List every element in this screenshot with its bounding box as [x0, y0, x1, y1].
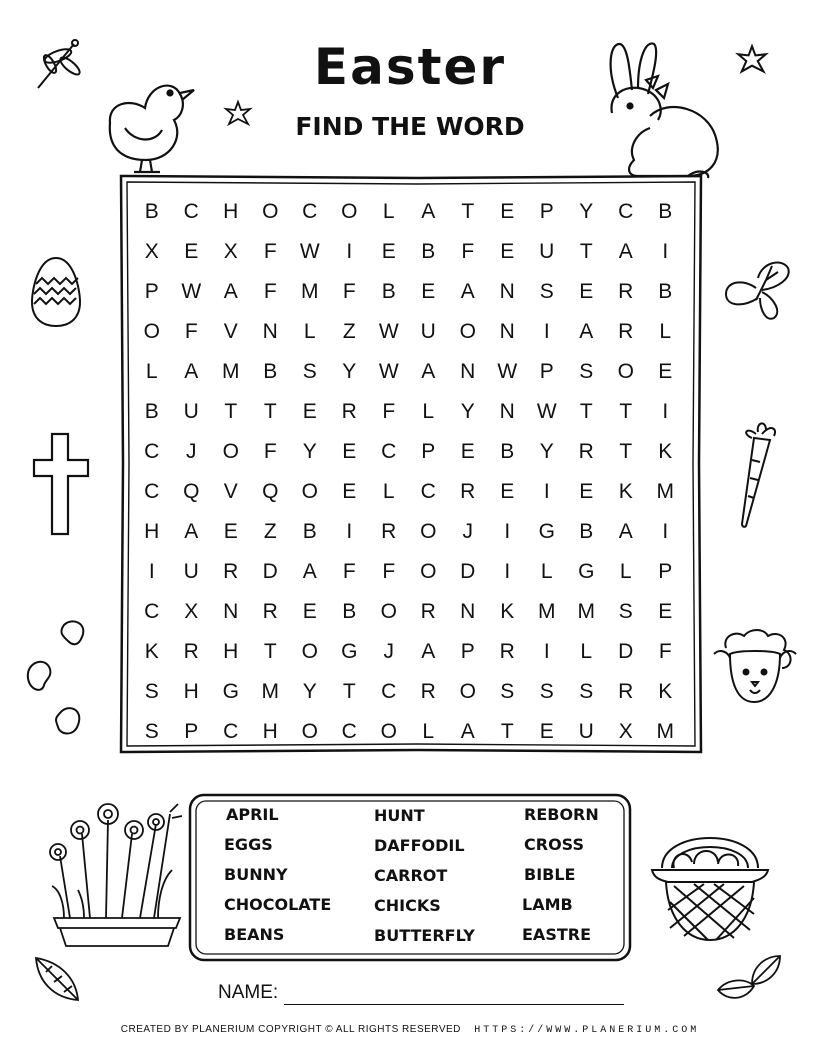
grid-letter[interactable]: N [262, 320, 278, 343]
grid-letter[interactable]: J [186, 440, 197, 463]
grid-letter[interactable]: R [460, 480, 476, 503]
grid-letter[interactable]: C [381, 680, 397, 703]
grid-letter[interactable]: E [500, 480, 515, 503]
grid-letter[interactable]: R [578, 440, 594, 463]
grid-letter[interactable]: A [618, 240, 633, 263]
grid-letter[interactable]: W [299, 240, 320, 263]
grid-letter[interactable]: E [658, 360, 673, 383]
grid-letter[interactable]: I [662, 520, 669, 543]
word-item: CROSS [524, 835, 584, 854]
grid-letter[interactable]: L [619, 560, 632, 583]
grid-letter[interactable]: P [421, 440, 436, 463]
grid-letter[interactable]: P [184, 720, 199, 743]
grid-letter[interactable]: N [499, 280, 515, 303]
grid-letter[interactable]: F [342, 560, 356, 583]
grid-letter[interactable]: D [460, 560, 476, 583]
grid-letter[interactable]: T [619, 400, 633, 423]
grid-letter[interactable]: P [144, 280, 159, 303]
grid-letter[interactable]: Y [539, 440, 554, 463]
grid-letter[interactable]: O [301, 640, 318, 663]
grid-letter[interactable]: R [262, 600, 278, 623]
grid-letter[interactable]: C [302, 200, 318, 223]
grid-letter[interactable]: G [222, 680, 239, 703]
grid-letter[interactable]: Z [263, 520, 277, 543]
footer-url[interactable]: HTTPS://WWW.PLANERIUM.COM [474, 1025, 700, 1036]
grid-letter[interactable]: S [539, 680, 554, 703]
grid-letter[interactable]: O [459, 320, 476, 343]
grid-letter[interactable]: S [579, 360, 594, 383]
grid-row [132, 632, 686, 672]
grid-letter[interactable]: C [144, 600, 160, 623]
grid-letter[interactable]: U [420, 320, 436, 343]
grid-letter[interactable]: H [183, 680, 199, 703]
grid-letter[interactable]: R [223, 560, 239, 583]
grid-letter[interactable]: R [618, 680, 634, 703]
grid-letter[interactable]: C [144, 480, 160, 503]
grid-letter[interactable]: F [263, 240, 277, 263]
grid-letter[interactable]: E [381, 240, 396, 263]
grid-letter[interactable]: F [461, 240, 475, 263]
grid-letter[interactable]: O [420, 520, 437, 543]
grid-letter[interactable]: I [504, 520, 511, 543]
grid-letter[interactable]: Y [302, 440, 317, 463]
page-title: Easter [313, 38, 507, 96]
grid-letter[interactable]: C [183, 200, 199, 223]
grid-letter[interactable]: A [579, 320, 594, 343]
grid-letter[interactable]: Y [342, 360, 357, 383]
grid-letter[interactable]: R [420, 600, 436, 623]
grid-letter[interactable]: F [184, 320, 198, 343]
star-icon [736, 44, 768, 76]
grid-letter[interactable]: E [500, 200, 515, 223]
grid-letter[interactable]: P [658, 560, 673, 583]
grid-letter[interactable]: R [381, 520, 397, 543]
grid-row [132, 352, 686, 392]
word-item: DAFFODIL [374, 836, 465, 855]
grid-letter[interactable]: A [421, 640, 436, 663]
grid-letter[interactable]: S [579, 680, 594, 703]
grid-row [132, 192, 686, 232]
grid-letter[interactable]: L [303, 320, 316, 343]
butterfly-icon [722, 258, 794, 324]
grid-letter[interactable]: O [420, 560, 437, 583]
egg-basket-icon [648, 818, 772, 946]
grid-letter[interactable]: H [223, 200, 239, 223]
grid-letter[interactable]: F [658, 640, 672, 663]
grid-letter[interactable]: B [263, 360, 278, 383]
grid-letter[interactable]: O [143, 320, 160, 343]
grid-letter[interactable]: O [380, 720, 397, 743]
grid-letter[interactable]: M [538, 600, 556, 623]
grid-letter[interactable]: G [538, 520, 555, 543]
grid-letter[interactable]: L [382, 200, 395, 223]
grid-letter[interactable]: T [461, 200, 475, 223]
grid-letter[interactable]: K [144, 640, 159, 663]
word-item: EGGS [224, 835, 273, 854]
grid-letter[interactable]: M [656, 480, 674, 503]
grid-letter[interactable]: I [504, 560, 511, 583]
grid-letter[interactable]: W [181, 280, 202, 303]
grid-letter[interactable]: U [578, 720, 594, 743]
grid-letter[interactable]: N [460, 600, 476, 623]
grid-letter[interactable]: R [618, 280, 634, 303]
grid-letter[interactable]: B [500, 440, 515, 463]
grid-letter[interactable]: C [420, 480, 436, 503]
leaf-icon [716, 976, 756, 1006]
grid-row [132, 672, 686, 712]
grid-letter[interactable]: F [263, 280, 277, 303]
grid-letter[interactable]: H [262, 720, 278, 743]
grid-letter[interactable]: O [301, 720, 318, 743]
grid-letter[interactable]: F [263, 440, 277, 463]
grid-letter[interactable]: E [539, 720, 554, 743]
grid-letter[interactable]: O [459, 680, 476, 703]
grid-letter[interactable]: K [658, 440, 673, 463]
grid-letter[interactable]: C [144, 440, 160, 463]
footer-credit: CREATED BY PLANERIUM COPYRIGHT © ALL RIGHTS RESERVED [120, 1024, 461, 1035]
grid-letter[interactable]: D [618, 640, 634, 663]
grid-letter[interactable]: X [223, 240, 238, 263]
grid-letter[interactable]: C [618, 200, 634, 223]
grid-row [132, 472, 686, 512]
word-item: CHICKS [374, 896, 441, 915]
grid-letter[interactable]: C [341, 720, 357, 743]
grid-letter[interactable]: S [302, 360, 317, 383]
word-item: CARROT [374, 866, 448, 885]
grid-letter[interactable]: K [618, 480, 633, 503]
grid-letter[interactable]: I [543, 480, 550, 503]
grid-letter[interactable]: B [144, 400, 159, 423]
grid-letter[interactable]: L [422, 720, 435, 743]
grid-letter[interactable]: M [222, 360, 240, 383]
grid-letter[interactable]: A [223, 280, 238, 303]
grid-letter[interactable]: I [662, 240, 669, 263]
grid-letter[interactable]: Q [183, 480, 200, 503]
grid-letter[interactable]: B [421, 240, 436, 263]
dragonfly-icon [28, 38, 88, 98]
grid-row [132, 272, 686, 312]
grid-letter[interactable]: T [579, 400, 593, 423]
grid-letter[interactable]: T [263, 400, 277, 423]
grid-letter[interactable]: X [184, 600, 199, 623]
grid-letter[interactable]: C [223, 720, 239, 743]
grid-letter[interactable]: S [500, 680, 515, 703]
grid-letter[interactable]: B [658, 280, 673, 303]
grid-letter[interactable]: Z [342, 320, 356, 343]
grid-letter[interactable]: O [380, 600, 397, 623]
grid-letter[interactable]: I [543, 320, 550, 343]
grid-row [132, 312, 686, 352]
grid-letter[interactable]: X [144, 240, 159, 263]
grid-letter[interactable]: G [341, 640, 358, 663]
grid-letter[interactable]: F [342, 280, 356, 303]
grid-letter[interactable]: B [342, 600, 357, 623]
grid-letter[interactable]: A [302, 560, 317, 583]
grid-letter[interactable]: O [341, 200, 358, 223]
grid-letter[interactable]: T [579, 240, 593, 263]
grid-letter[interactable]: E [500, 240, 515, 263]
word-list [190, 795, 630, 960]
bunny-icon [598, 38, 728, 183]
grid-letter[interactable]: E [658, 600, 673, 623]
grid-letter[interactable]: E [460, 440, 475, 463]
word-item: BUNNY [224, 865, 288, 884]
grid-letter[interactable]: A [618, 520, 633, 543]
grid-letter[interactable]: P [460, 640, 475, 663]
grid-letter[interactable]: R [618, 320, 634, 343]
word-item: APRIL [226, 805, 279, 824]
grid-letter[interactable]: O [301, 480, 318, 503]
grid-letter[interactable]: A [421, 200, 436, 223]
word-item: EASTRE [522, 925, 591, 944]
grid-letter[interactable]: W [536, 400, 557, 423]
grid-letter[interactable]: W [378, 320, 399, 343]
grid-letter[interactable]: H [223, 640, 239, 663]
grid-letter[interactable]: E [184, 240, 199, 263]
grid-letter[interactable]: I [346, 240, 353, 263]
grid-letter[interactable]: V [223, 320, 238, 343]
grid-letter[interactable]: S [144, 720, 159, 743]
grid-letter[interactable]: B [658, 200, 673, 223]
page-subtitle: FIND THE WORD [295, 112, 525, 141]
grid-letter[interactable]: X [618, 720, 633, 743]
grid-letter[interactable]: O [617, 360, 634, 383]
grid-row [132, 512, 686, 552]
grid-letter[interactable]: S [539, 280, 554, 303]
grid-letter[interactable]: U [539, 240, 555, 263]
word-item: LAMB [522, 895, 573, 914]
grid-letter[interactable]: E [579, 280, 594, 303]
grid-letter[interactable]: L [145, 360, 158, 383]
grid-letter[interactable]: L [659, 320, 672, 343]
grid-letter[interactable]: E [342, 480, 357, 503]
grid-letter[interactable]: E [302, 400, 317, 423]
daffodils-pot-icon [30, 790, 192, 950]
grid-row [132, 712, 686, 752]
grid-row [132, 432, 686, 472]
letter-grid [132, 192, 686, 752]
grid-letter[interactable]: T [619, 440, 633, 463]
grid-letter[interactable]: N [499, 320, 515, 343]
grid-letter[interactable]: S [144, 680, 159, 703]
grid-letter[interactable]: T [263, 640, 277, 663]
leaf-icon [30, 952, 82, 1004]
grid-letter[interactable]: N [460, 360, 476, 383]
grid-letter[interactable]: M [577, 600, 595, 623]
grid-letter[interactable]: S [618, 600, 633, 623]
grid-letter[interactable]: I [148, 560, 155, 583]
word-item: BUTTERFLY [374, 926, 475, 945]
grid-letter[interactable]: B [144, 200, 159, 223]
grid-letter[interactable]: E [223, 520, 238, 543]
carrot-icon [736, 420, 782, 530]
grid-letter[interactable]: C [381, 440, 397, 463]
name-input-line[interactable] [284, 1004, 624, 1005]
grid-letter[interactable]: A [421, 360, 436, 383]
grid-letter[interactable]: T [224, 400, 238, 423]
grid-letter[interactable]: B [302, 520, 317, 543]
grid-letter[interactable]: L [540, 560, 553, 583]
grid-letter[interactable]: M [261, 680, 279, 703]
grid-letter[interactable]: Y [460, 400, 475, 423]
grid-letter[interactable]: U [183, 400, 199, 423]
grid-letter[interactable]: R [341, 400, 357, 423]
grid-letter[interactable]: J [383, 640, 394, 663]
sheep-icon [712, 628, 798, 706]
chick-icon [100, 68, 200, 173]
grid-letter[interactable]: Y [302, 680, 317, 703]
grid-letter[interactable]: N [499, 400, 515, 423]
grid-letter[interactable]: M [301, 280, 319, 303]
grid-letter[interactable]: P [539, 360, 554, 383]
grid-letter[interactable]: B [381, 280, 396, 303]
grid-letter[interactable]: T [342, 680, 356, 703]
word-item: CHOCOLATE [224, 895, 332, 914]
jelly-beans-icon [24, 615, 94, 745]
grid-letter[interactable]: P [539, 200, 554, 223]
word-item: HUNT [374, 806, 425, 825]
grid-letter[interactable]: W [497, 360, 518, 383]
grid-row [132, 392, 686, 432]
name-label: NAME: [218, 982, 279, 1003]
grid-letter[interactable]: A [460, 720, 475, 743]
word-item: REBORN [524, 805, 599, 824]
grid-letter[interactable]: R [420, 680, 436, 703]
grid-letter[interactable]: H [144, 520, 160, 543]
grid-letter[interactable]: A [184, 360, 199, 383]
grid-letter[interactable]: R [183, 640, 199, 663]
word-item: BEANS [224, 925, 285, 944]
word-item: BIBLE [524, 865, 576, 884]
grid-letter[interactable]: B [579, 520, 594, 543]
grid-letter[interactable]: E [342, 440, 357, 463]
grid-letter[interactable]: Q [262, 480, 279, 503]
cross-icon [32, 432, 90, 536]
easter-egg-icon [30, 256, 82, 328]
grid-letter[interactable]: D [262, 560, 278, 583]
grid-letter[interactable]: L [382, 480, 395, 503]
grid-row [132, 232, 686, 272]
grid-letter[interactable]: A [460, 280, 475, 303]
grid-letter[interactable]: M [656, 720, 674, 743]
grid-row [132, 592, 686, 632]
grid-letter[interactable]: L [422, 400, 435, 423]
grid-letter[interactable]: N [223, 600, 239, 623]
grid-letter[interactable]: I [543, 640, 550, 663]
grid-letter[interactable]: F [382, 400, 396, 423]
grid-letter[interactable]: F [382, 560, 396, 583]
grid-letter[interactable]: T [500, 720, 514, 743]
grid-letter[interactable]: V [223, 480, 238, 503]
grid-letter[interactable]: G [578, 560, 595, 583]
grid-letter[interactable]: K [500, 600, 515, 623]
grid-letter[interactable]: O [262, 200, 279, 223]
grid-letter[interactable]: W [378, 360, 399, 383]
grid-letter[interactable]: U [183, 560, 199, 583]
footer [0, 1024, 820, 1036]
grid-row [132, 552, 686, 592]
grid-letter[interactable]: I [662, 400, 669, 423]
grid-letter[interactable]: K [658, 680, 673, 703]
grid-letter[interactable]: R [499, 640, 515, 663]
grid-letter[interactable]: I [346, 520, 353, 543]
grid-letter[interactable]: E [302, 600, 317, 623]
grid-letter[interactable]: L [580, 640, 593, 663]
star-icon [224, 100, 252, 128]
grid-letter[interactable]: A [184, 520, 199, 543]
grid-letter[interactable]: E [421, 280, 436, 303]
grid-letter[interactable]: E [579, 480, 594, 503]
grid-letter[interactable]: O [222, 440, 239, 463]
grid-letter[interactable]: J [462, 520, 473, 543]
grid-letter[interactable]: Y [579, 200, 594, 223]
